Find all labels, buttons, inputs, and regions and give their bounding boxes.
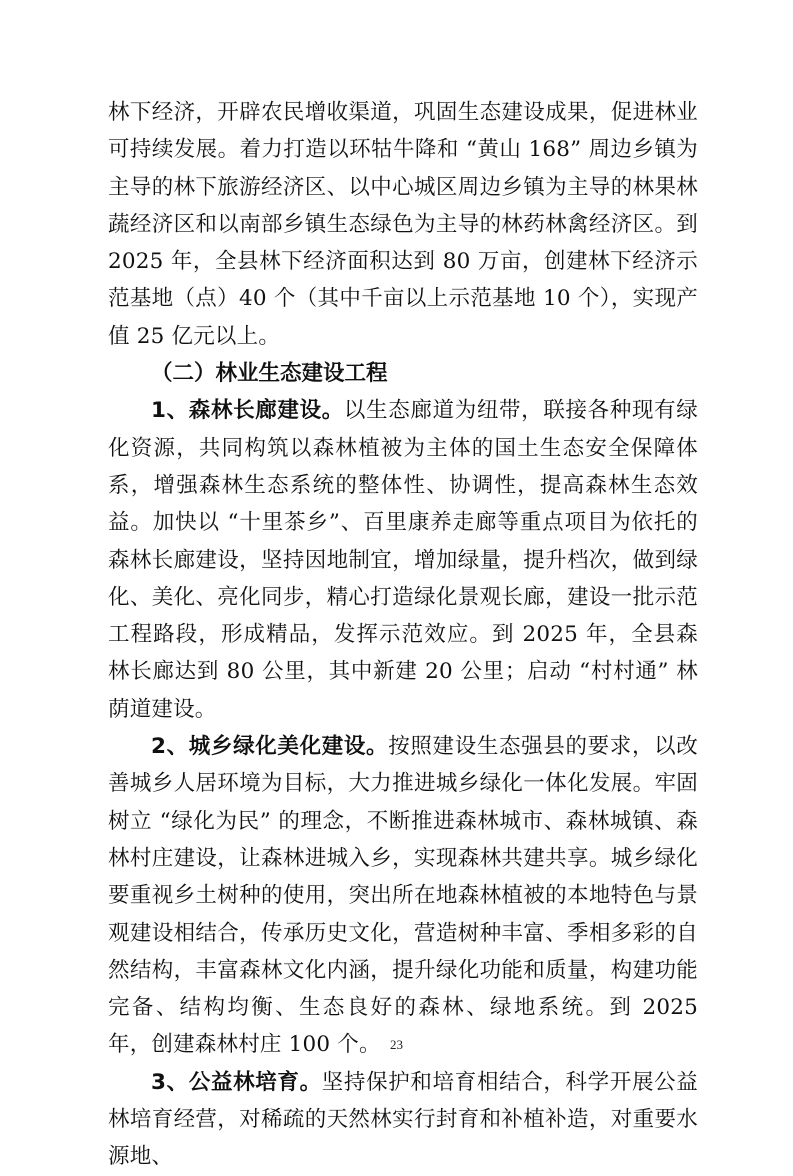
- page-number: 23: [390, 1037, 403, 1052]
- paragraph-forest-economy: 林下经济，开辟农民增收渠道，巩固生态建设成果，促进林业可持续发展。着力打造以环牯牛降和 “黄山 168” 周边乡镇为主导的林下旅游经济区、以中心城区周边乡镇为主导的林果林蔬经济区和以南部乡镇生态绿色为主导的林药林禽经济区。到 2025 年，全县林下经济面积达到 80 万亩，创建林下经济示范基地（点）40 个（其中千亩以上示范基地 10 个），实现产值 25 亿元以上。: [108, 100, 698, 349]
- paragraph-body: 坚持保护和培育相结合，科学开展公益林培育经营，对稀疏的天然林实行封育和补植补造，对重要水源地、: [108, 1069, 699, 1170]
- paragraph-title: 1、森林长廊建设。: [151, 398, 344, 424]
- paragraph-title: 2、城乡绿化美化建设。: [151, 734, 389, 760]
- paragraph-body: 以生态廊道为纽带，联接各种现有绿化资源，共同构筑以森林植被为主体的国土生态安全保障体系，增强森林生态系统的整体性、协调性，提高森林生态效益。加快以 “十里茶乡”、百里康养走廊等重点项目为依托的森林长廊建设，坚持因地制宜，增加绿量，提升档次，做到绿化、美化、亮化同步，精心打造绿化景观长廊，建设一批示范工程路段，形成精品，发挥示范效应。到 2025 年，全县森林长廊达到 80 公里，其中新建 20 公里；启动 “村村通” 林荫道建设。: [108, 398, 699, 722]
- page-body: [108, 94, 698, 1176]
- paragraph-urban-rural-greening: [108, 728, 698, 1064]
- paragraph-body: 按照建设生态强县的要求，以改善城乡人居环境为目标，大力推进城乡绿化一体化发展。牢固树立 “绿化为民” 的理念，不断推进森林城市、森林城镇、森林村庄建设，让森林进城入乡，实现森林共建共享。城乡绿化要重视乡土树种的使用，突出所在地森林植被的本地特色与景观建设相结合，传承历史文化，营造树种丰富、季相多彩的自然结构，丰富森林文化内涵，提升绿化功能和质量，构建功能完备、结构均衡、生态良好的森林、绿地系统。到 2025 年，创建森林村庄 100 个。: [108, 734, 698, 1058]
- paragraph-forest-corridor: [108, 392, 698, 728]
- paragraph-title: 3、公益林培育。: [151, 1069, 322, 1095]
- paragraph-public-welfare-forest: [108, 1064, 698, 1176]
- section-heading: （二）林业生态建设工程: [151, 361, 388, 387]
